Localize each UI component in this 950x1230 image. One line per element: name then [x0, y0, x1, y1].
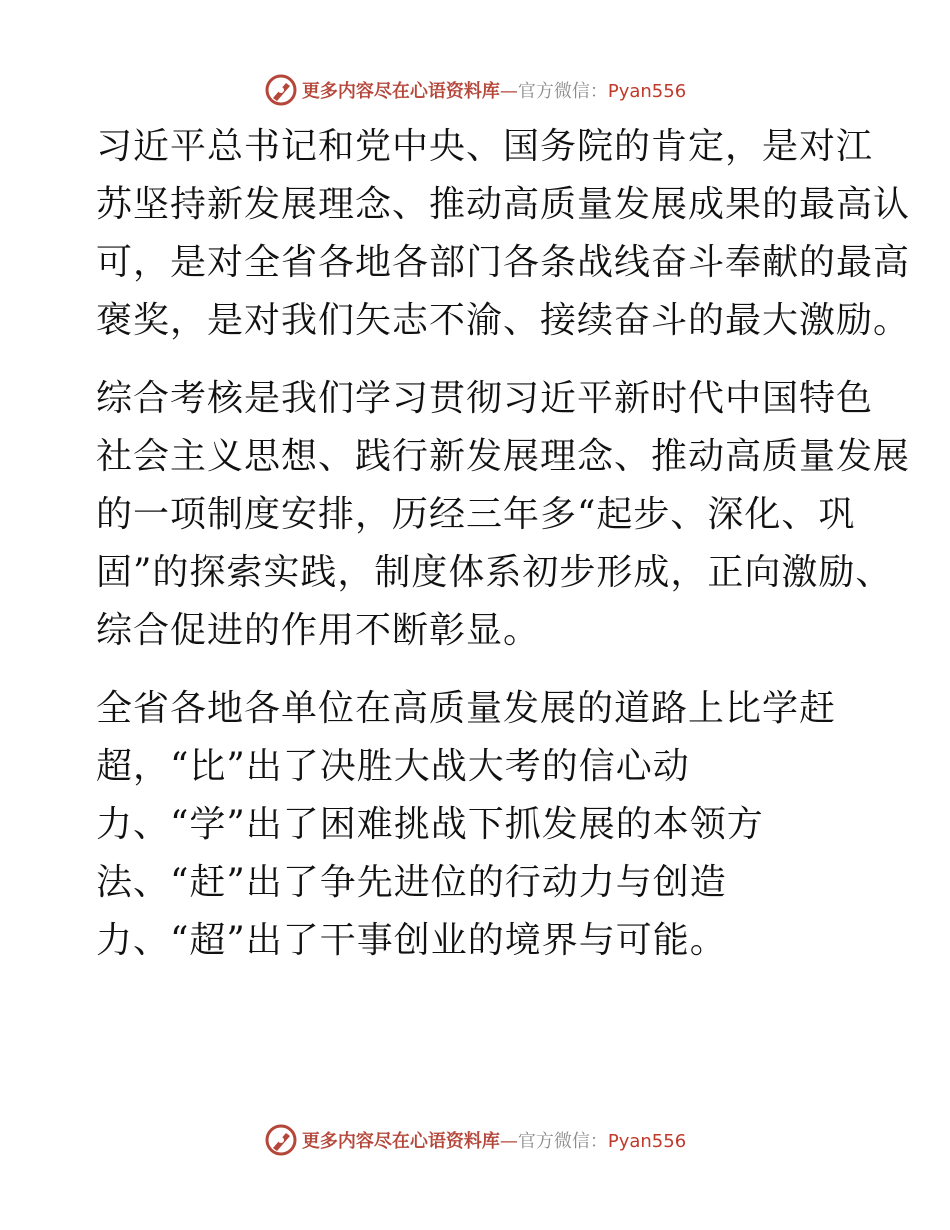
text-line: 超，“比”出了决胜大战大考的信心动 [96, 746, 690, 787]
text-line: 综合促进的作用不断彰显。 [96, 610, 541, 651]
text-line: 褒奖，是对我们矢志不渝、接续奋斗的最大激励。 [96, 300, 911, 341]
text-line: 法、“赶”出了争先进位的行动力与创造 [96, 862, 727, 903]
banner-wechat-label: 官方微信： [517, 1131, 608, 1152]
pen-logo-icon [264, 73, 298, 107]
banner-dash: — [499, 81, 518, 102]
banner-dash: — [499, 1131, 518, 1152]
text-line: 力、“超”出了干事创业的境界与可能。 [96, 920, 727, 961]
document-body [96, 118, 911, 970]
text-line: 的一项制度安排，历经三年多“起步、深化、巩 [96, 494, 856, 535]
text-line: 可，是对全省各地各部门各条战线奋斗奉献的最高 [96, 242, 911, 283]
paragraph-3 [96, 680, 866, 970]
paragraph-2 [96, 370, 911, 660]
text-line: 苏坚持新发展理念、推动高质量发展成果的最高认 [96, 184, 911, 225]
text-line: 固”的探索实践，制度体系初步形成，正向激励、 [96, 552, 893, 593]
text-line: 全省各地各单位在高质量发展的道路上比学赶 [96, 688, 837, 729]
text-line: 综合考核是我们学习贯彻习近平新时代中国特色 [96, 378, 874, 419]
text-line: 习近平总书记和党中央、国务院的肯定，是对江 [96, 126, 874, 167]
pen-logo-icon [264, 1123, 298, 1157]
banner-text [302, 77, 686, 103]
paragraph-1 [96, 118, 911, 350]
banner-text [302, 1127, 686, 1153]
banner-handle: Pyan556 [607, 1131, 687, 1152]
banner-site: 更多内容尽在心语资料库 [301, 81, 500, 102]
footer-banner [0, 1120, 950, 1160]
text-line: 社会主义思想、践行新发展理念、推动高质量发展 [96, 436, 911, 477]
header-banner [0, 70, 950, 110]
text-line: 力、“学”出了困难挑战下抓发展的本领方 [96, 804, 764, 845]
banner-site: 更多内容尽在心语资料库 [301, 1131, 500, 1152]
banner-handle: Pyan556 [607, 81, 687, 102]
banner-wechat-label: 官方微信： [517, 81, 608, 102]
